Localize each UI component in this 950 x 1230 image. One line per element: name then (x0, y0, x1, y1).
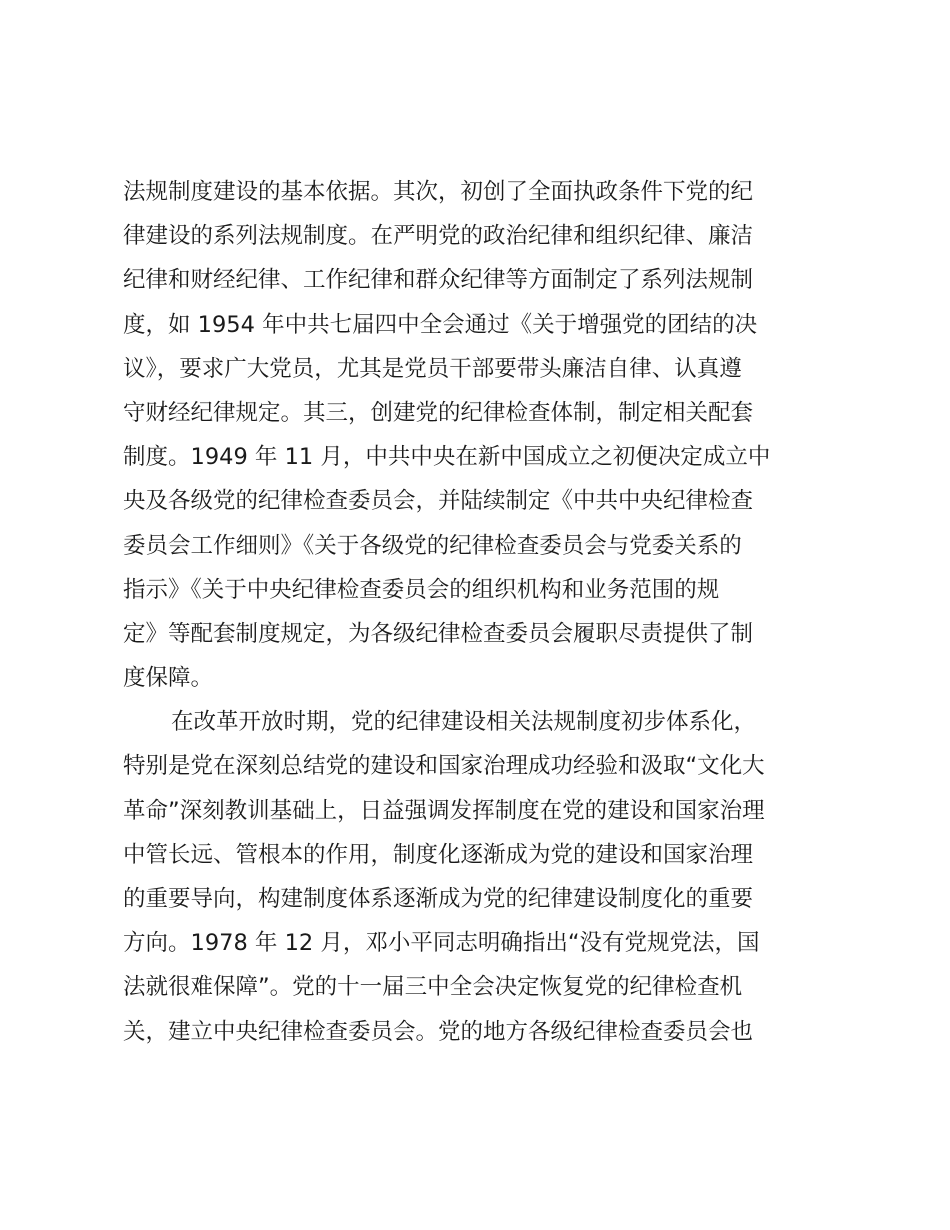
text-line: 议》，要求广大党员，尤其是党员干部要带头廉洁自律、认真遵 (123, 355, 742, 382)
body-text (123, 170, 843, 1054)
paragraph-2 (123, 700, 843, 1054)
text-line: 律建设的系列法规制度。在严明党的政治纪律和组织纪律、廉洁 (123, 223, 754, 250)
text-line: 中管长远、管根本的作用，制度化逐渐成为党的建设和国家治理 (123, 841, 754, 868)
text-line: 守财经纪律规定。其三，创建党的纪律检查体制，制定相关配套 (123, 399, 754, 426)
text-line: 革命”深刻教训基础上，日益强调发挥制度在党的建设和国家治理 (123, 797, 765, 824)
text-line: 制度。1949 年 11 月，中共中央在新中国成立之初便决定成立中 (123, 444, 771, 471)
text-line: 指示》《关于中央纪律检查委员会的组织机构和业务范围的规 (123, 576, 720, 603)
text-line: 央及各级党的纪律检查委员会，并陆续制定《中共中央纪律检查 (123, 488, 754, 515)
text-line: 法就很难保障”。党的十一届三中全会决定恢复党的纪律检查机 (123, 974, 743, 1001)
text-line: 的重要导向，构建制度体系逐渐成为党的纪律建设制度化的重要 (123, 886, 754, 912)
text-line: 在改革开放时期，党的纪律建设相关法规制度初步体系化， (171, 709, 757, 736)
text-line: 委员会工作细则》《关于各级党的纪律检查委员会与党委关系的 (123, 532, 742, 559)
paragraph-1 (123, 170, 843, 700)
text-line: 方向。1978 年 12 月，邓小平同志明确指出“没有党规党法，国 (123, 930, 760, 957)
text-line: 特别是党在深刻总结党的建设和国家治理成功经验和汲取“文化大 (123, 753, 765, 780)
text-line: 度保障。 (123, 665, 214, 692)
text-line: 法规制度建设的基本依据。其次，初创了全面执政条件下党的纪 (123, 179, 754, 205)
text-line: 纪律和财经纪律、工作纪律和群众纪律等方面制定了系列法规制 (123, 267, 754, 294)
text-line: 度，如 1954 年中共七届四中全会通过《关于增强党的团结的决 (123, 311, 758, 338)
text-line: 定》等配套制度规定，为各级纪律检查委员会履职尽责提供了制 (123, 620, 754, 647)
text-line: 关，建立中央纪律检查委员会。党的地方各级纪律检查委员会也 (123, 1018, 754, 1045)
